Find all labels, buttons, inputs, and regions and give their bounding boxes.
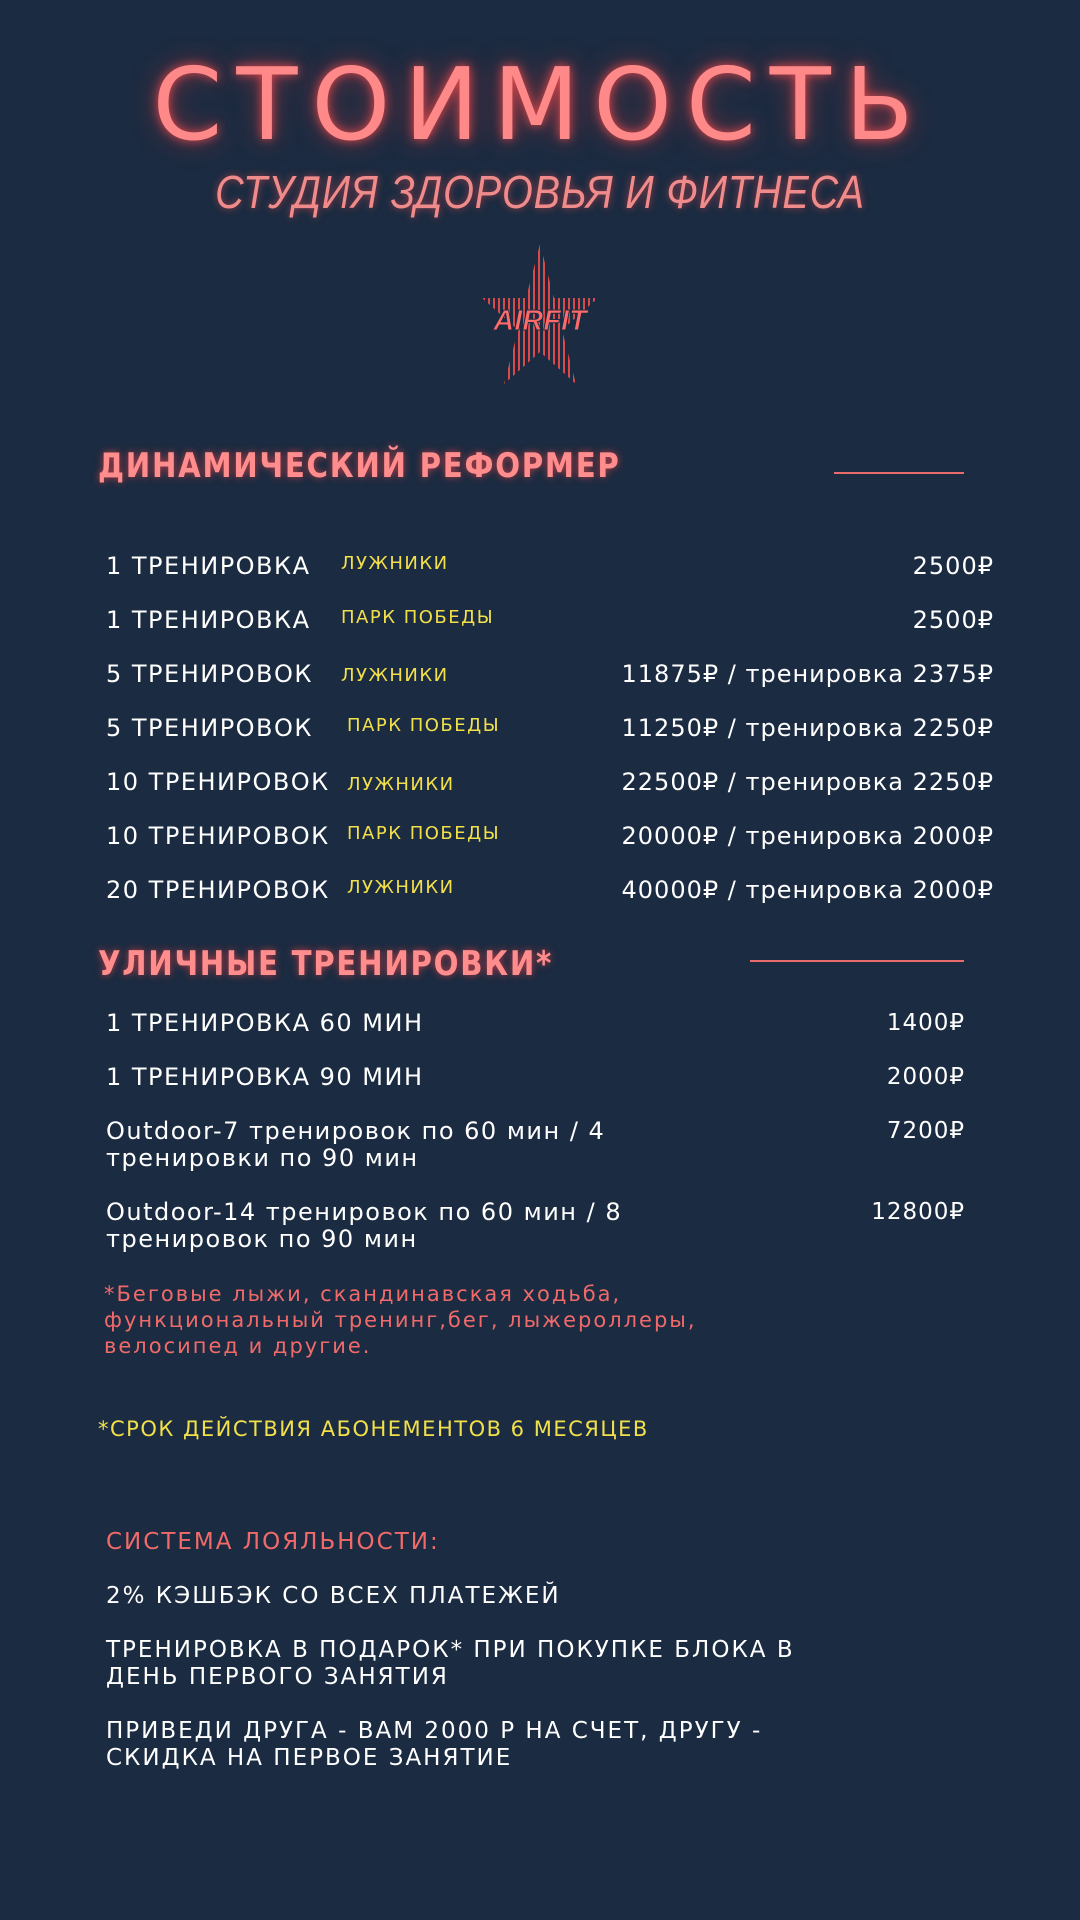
page-title: СТОИМОСТЬ xyxy=(152,46,928,163)
row-label: 10 ТРЕНИРОВОК xyxy=(106,768,330,796)
row-label: 1 ТРЕНИРОВКА xyxy=(106,606,311,634)
star-icon xyxy=(470,242,610,392)
reformer-divider xyxy=(834,472,964,474)
reformer-heading: ДИНАМИЧЕСКИЙ РЕФОРМЕР xyxy=(98,446,621,486)
row-price: 2000₽ xyxy=(886,1064,965,1090)
row-location: ПАРК ПОБЕДЫ xyxy=(341,607,495,628)
street-divider xyxy=(750,960,964,962)
logo-text: AIRFIT xyxy=(493,305,587,337)
row-price: 2500₽ xyxy=(912,606,994,634)
row-price: 40000₽ / тренировка 2000₽ xyxy=(621,876,994,904)
row-price: 11875₽ / тренировка 2375₽ xyxy=(621,660,994,688)
row-price: 20000₽ / тренировка 2000₽ xyxy=(621,822,994,850)
row-location: ПАРК ПОБЕДЫ xyxy=(347,715,501,736)
row-location: ЛУЖНИКИ xyxy=(341,665,449,686)
page-subtitle: СТУДИЯ ЗДОРОВЬЯ И ФИТНЕСА xyxy=(215,166,865,218)
row-price: 1400₽ xyxy=(886,1010,965,1036)
row-label: 10 ТРЕНИРОВОК xyxy=(106,822,330,850)
row-label: 1 ТРЕНИРОВКА xyxy=(106,552,311,580)
row-location: ПАРК ПОБЕДЫ xyxy=(347,823,501,844)
row-location: ЛУЖНИКИ xyxy=(341,553,449,574)
row-location: ЛУЖНИКИ xyxy=(347,774,455,795)
row-price: 7200₽ xyxy=(886,1118,965,1144)
loyalty-title: СИСТЕМА ЛОЯЛЬНОСТИ: xyxy=(106,1529,440,1555)
airfit-logo xyxy=(470,242,610,392)
row-label: 5 ТРЕНИРОВОК xyxy=(106,714,313,742)
loyalty-item: ТРЕНИРОВКА В ПОДАРОК* ПРИ ПОКУПКЕ БЛОКА В ДЕНЬ ПЕРВОГО ЗАНЯТИЯ xyxy=(106,1637,795,1690)
row-price: 2500₽ xyxy=(912,552,994,580)
row-price: 11250₽ / тренировка 2250₽ xyxy=(621,714,994,742)
row-location: ЛУЖНИКИ xyxy=(347,877,455,898)
row-price: 12800₽ xyxy=(871,1199,965,1225)
loyalty-item: 2% КЭШБЭК СО ВСЕХ ПЛАТЕЖЕЙ xyxy=(106,1583,561,1609)
row-label: 20 ТРЕНИРОВОК xyxy=(106,876,330,904)
validity-note: *СРОК ДЕЙСТВИЯ АБОНЕМЕНТОВ 6 МЕСЯЦЕВ xyxy=(98,1417,649,1441)
loyalty-item: ПРИВЕДИ ДРУГА - ВАМ 2000 Р НА СЧЕТ, ДРУГУ - СКИДКА НА ПЕРВОЕ ЗАНЯТИЕ xyxy=(106,1718,763,1771)
row-label: 1 ТРЕНИРОВКА 90 МИН xyxy=(106,1063,424,1091)
row-label: Outdoor-14 тренировок по 60 мин / 8 тренировок по 90 мин xyxy=(106,1198,623,1253)
street-heading: УЛИЧНЫЕ ТРЕНИРОВКИ* xyxy=(98,944,554,984)
row-label: Outdoor-7 тренировок по 60 мин / 4 тренировки по 90 мин xyxy=(106,1117,606,1172)
street-footnote: *Беговые лыжи, скандинавская ходьба, функциональный тренинг,бег, лыжероллеры, велосипед и другие. xyxy=(104,1282,697,1358)
row-label: 1 ТРЕНИРОВКА 60 МИН xyxy=(106,1009,424,1037)
row-price: 22500₽ / тренировка 2250₽ xyxy=(621,768,994,796)
row-label: 5 ТРЕНИРОВОК xyxy=(106,660,313,688)
